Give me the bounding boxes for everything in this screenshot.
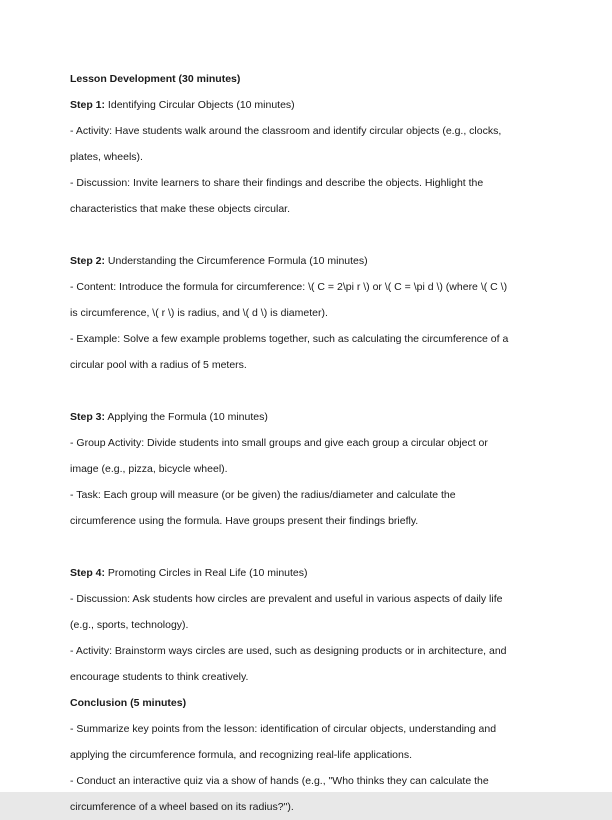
- text-run: - Discussion: Invite learners to share their findings and describe the objects. Highlight the: [70, 177, 484, 189]
- text-run: is circumference, \( r \) is radius, and \( d \) is diameter).: [70, 307, 328, 319]
- text-run: Identifying Circular Objects (10 minutes): [105, 99, 295, 111]
- text-run: applying the circumference formula, and recognizing real-life applications.: [70, 749, 413, 761]
- text-run: - Group Activity: Divide students into small groups and give each group a circular object or: [70, 437, 488, 449]
- text-line: [70, 794, 550, 820]
- blank-line: [70, 378, 550, 404]
- bold-text-run: Step 2:: [70, 255, 106, 267]
- text-run: encourage students to think creatively.: [70, 671, 249, 683]
- text-run: circumference of a wheel based on its radius?").: [70, 801, 294, 813]
- text-line: [70, 118, 550, 144]
- text-run: - Activity: Brainstorm ways circles are used, such as designing products or in architecture, and: [70, 645, 507, 657]
- text-run: - Task: Each group will measure (or be given) the radius/diameter and calculate the: [70, 489, 456, 501]
- text-line: [70, 66, 550, 92]
- bold-text-run: Step 4:: [70, 567, 106, 579]
- text-line: [70, 690, 550, 716]
- text-line: [70, 456, 550, 482]
- text-line: [70, 144, 550, 170]
- text-line: [70, 404, 550, 430]
- text-line: [70, 742, 550, 768]
- text-run: characteristics that make these objects circular.: [70, 203, 291, 215]
- bold-text-run: Lesson Development (30 minutes): [70, 73, 241, 85]
- text-line: [70, 560, 550, 586]
- text-run: circumference using the formula. Have groups present their findings briefly.: [70, 515, 419, 527]
- text-line: [70, 430, 550, 456]
- text-run: Promoting Circles in Real Life (10 minutes): [105, 567, 308, 579]
- text-run: - Discussion: Ask students how circles are prevalent and useful in various aspects of daily life: [70, 593, 503, 605]
- text-line: [70, 196, 550, 222]
- text-line: [70, 326, 550, 352]
- blank-line: [70, 534, 550, 560]
- text-line: [70, 664, 550, 690]
- text-run: (e.g., sports, technology).: [70, 619, 189, 631]
- text-line: [70, 638, 550, 664]
- text-run: - Content: Introduce the formula for circumference: \( C = 2\pi r \) or \( C = \pi d \) (where \( C \): [70, 281, 508, 293]
- text-line: [70, 248, 550, 274]
- bold-text-run: Step 3:: [70, 411, 106, 423]
- text-line: [70, 508, 550, 534]
- text-line: [70, 768, 550, 794]
- blank-line: [70, 222, 550, 248]
- text-line: [70, 300, 550, 326]
- text-line: [70, 586, 550, 612]
- text-line: [70, 352, 550, 378]
- text-run: plates, wheels).: [70, 151, 143, 163]
- text-run: image (e.g., pizza, bicycle wheel).: [70, 463, 228, 475]
- text-run: Applying the Formula (10 minutes): [105, 411, 268, 423]
- text-run: - Activity: Have students walk around the classroom and identify circular objects (e.g., clocks,: [70, 125, 502, 137]
- text-line: [70, 716, 550, 742]
- document-content: [70, 66, 550, 820]
- text-line: [70, 482, 550, 508]
- text-run: Understanding the Circumference Formula (10 minutes): [105, 255, 368, 267]
- text-run: circular pool with a radius of 5 meters.: [70, 359, 247, 371]
- bold-text-run: Step 1:: [70, 99, 106, 111]
- text-line: [70, 612, 550, 638]
- text-run: - Summarize key points from the lesson: identification of circular objects, understanding and: [70, 723, 497, 735]
- text-line: [70, 274, 550, 300]
- text-line: [70, 92, 550, 118]
- text-line: [70, 170, 550, 196]
- text-run: - Conduct an interactive quiz via a show of hands (e.g., "Who thinks they can calculate the: [70, 775, 489, 787]
- bold-text-run: Conclusion (5 minutes): [70, 697, 187, 709]
- text-run: - Example: Solve a few example problems together, such as calculating the circumference of a: [70, 333, 509, 345]
